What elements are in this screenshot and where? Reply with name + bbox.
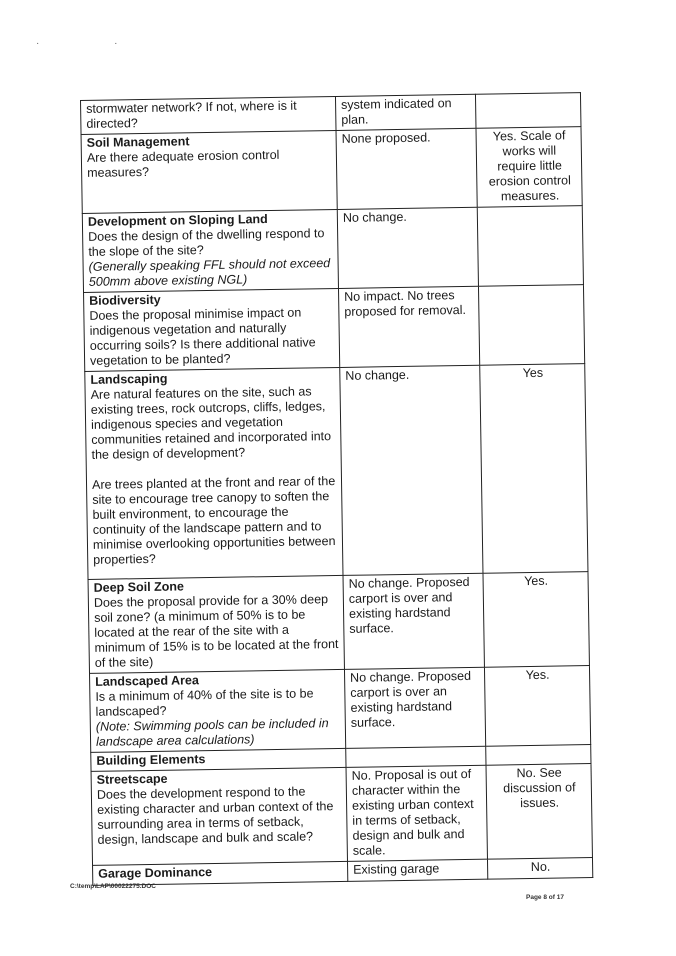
criteria-cell	[90, 669, 346, 752]
complies-cell	[483, 572, 589, 668]
comment-cell	[346, 765, 487, 861]
scan-specks: · ·	[36, 38, 154, 49]
row-heading: Landscaping	[90, 371, 168, 387]
note-text: (Note: Swimming pools can be included in landscape area calculations)	[95, 716, 329, 749]
complies-text: No. See discussion of issues.	[503, 765, 576, 811]
table-row	[91, 764, 592, 866]
assessment-page	[80, 92, 592, 886]
complies-cell	[476, 127, 582, 208]
comment-text: No change.	[345, 367, 410, 383]
comment-cell	[340, 365, 483, 575]
complies-cell	[478, 285, 584, 366]
criteria-cell	[81, 96, 337, 134]
complies-cell	[484, 666, 590, 747]
assessment-table	[80, 92, 593, 886]
complies-cell	[486, 745, 591, 766]
question-text: Is a minimum of 40% of the site is to be landscaped?	[95, 686, 314, 719]
comment-text: No change. Proposed carport is over and existing hardstand surface.	[348, 574, 470, 636]
section-heading: Building Elements	[96, 752, 206, 768]
question-text: Does the design of the dwelling respond to the slope of the site?	[88, 226, 325, 259]
file-path-footer: C:\temp\LAP\00022275.DOC	[70, 883, 156, 890]
criteria-cell	[91, 767, 347, 865]
complies-text: Yes	[522, 365, 544, 381]
comment-cell	[346, 746, 486, 767]
comment-text: None proposed.	[341, 130, 431, 146]
comment-cell	[336, 128, 477, 209]
row-heading: Biodiversity	[89, 292, 161, 308]
row-heading: Deep Soil Zone	[93, 579, 185, 595]
question-text: Does the proposal provide for a 30% deep soil zone? (a minimum of 50% is to be located at the rear of the site with a minimum of 15% is to be located at the front of the site)	[93, 592, 339, 670]
criteria-cell	[85, 367, 343, 579]
table-row	[84, 285, 585, 372]
criteria-cell	[82, 209, 338, 292]
criteria-cell	[81, 130, 337, 213]
question-text: Are natural features on the site, such as existing trees, rock outcrops, cliffs, ledges, indigenous species and vegetation communities retained and incorporated into the design of development?	[90, 384, 332, 462]
row-heading: Soil Management	[86, 134, 190, 150]
complies-cell	[487, 858, 592, 880]
question-text: Does the development respond to the existing character and urban context of the surrounding area in terms of setback, design, landscape and bulk and scale?	[96, 784, 334, 847]
comment-text: No change.	[342, 209, 407, 225]
table-row	[82, 206, 583, 293]
comment-text: No. Proposal is out of character within the existing urban context in terms of setback, design and bulk and scale.	[351, 766, 474, 858]
comment-cell	[344, 667, 485, 748]
row-heading: Streetscape	[96, 771, 168, 787]
question-text-2: Are trees planted at the front and rear of the site to encourage tree canopy to soften the built environment, to encourage the continuity of the landscape pattern and to minimise overlooking opportunities between properties?	[91, 474, 336, 567]
complies-cell	[480, 364, 588, 574]
comment-cell	[335, 94, 476, 130]
comment-cell	[337, 207, 478, 288]
complies-cell	[486, 764, 592, 860]
complies-text: No.	[530, 859, 551, 875]
row-heading: Garage Dominance	[98, 865, 213, 881]
row-heading: Landscaped Area	[95, 673, 199, 689]
comment-text: No impact. No trees proposed for removal.	[344, 288, 467, 319]
question-text: Does the proposal minimise impact on indigenous vegetation and naturally occurring soils? Is there additional native vegetation to be planted?	[89, 305, 316, 368]
comment-cell	[338, 286, 479, 367]
comment-text: No change. Proposed carport is over an existing hardstand surface.	[349, 668, 472, 730]
table-row	[85, 364, 588, 580]
question-text: stormwater network? If not, where is it directed?	[86, 98, 297, 131]
comment-cell	[343, 573, 484, 669]
question-text: Are there adequate erosion control measures?	[86, 147, 280, 180]
table-row	[88, 572, 589, 674]
note-text: (Generally speaking FFL should not exceed 500mm above existing NGL)	[88, 256, 331, 289]
page-number-footer: Page 8 of 17	[526, 894, 564, 901]
criteria-cell	[93, 861, 348, 885]
complies-cell	[475, 93, 581, 129]
complies-text: Yes.	[525, 667, 550, 683]
comment-cell	[347, 859, 487, 881]
criteria-cell	[84, 288, 340, 371]
row-heading: Development on Sloping Land	[87, 212, 268, 229]
table-row	[81, 127, 582, 214]
table-row	[90, 666, 591, 753]
complies-text: Yes. Scale of works will require little erosion control measures.	[488, 128, 571, 204]
comment-text: system indicated on plan.	[340, 96, 452, 127]
complies-cell	[477, 206, 583, 287]
criteria-cell	[88, 575, 344, 673]
complies-text: Yes.	[524, 573, 549, 589]
comment-text: Existing garage	[353, 861, 440, 877]
